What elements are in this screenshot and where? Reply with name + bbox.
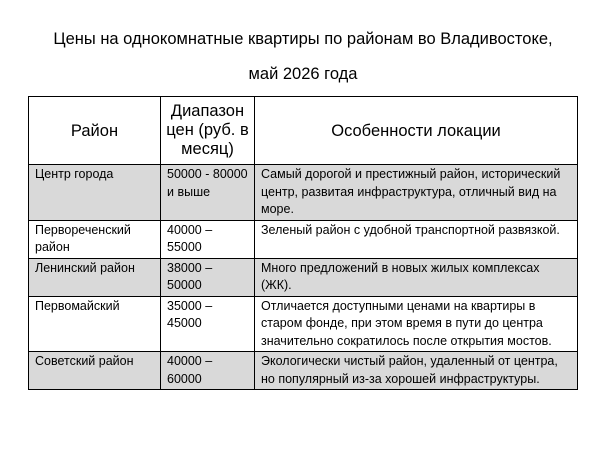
header-features: Особенности локации bbox=[255, 97, 578, 165]
header-price-range: Диапазон цен (руб. в месяц) bbox=[161, 97, 255, 165]
table-row bbox=[29, 296, 578, 352]
cell-district: Центр города bbox=[29, 165, 161, 221]
table-row bbox=[29, 352, 578, 390]
cell-features: Много предложений в новых жилых комплексах (ЖК). bbox=[255, 258, 578, 296]
table-header-row bbox=[29, 97, 578, 165]
price-table bbox=[28, 96, 578, 390]
cell-features: Зеленый район с удобной транспортной развязкой. bbox=[255, 220, 578, 258]
cell-district: Ленинский район bbox=[29, 258, 161, 296]
cell-district: Первореченский район bbox=[29, 220, 161, 258]
cell-district: Советский район bbox=[29, 352, 161, 390]
header-district: Район bbox=[29, 97, 161, 165]
table-row bbox=[29, 220, 578, 258]
cell-price-range: 40000 – 60000 bbox=[161, 352, 255, 390]
cell-features: Экологически чистый район, удаленный от центра, но популярный из-за хорошей инфраструктуры. bbox=[255, 352, 578, 390]
cell-price-range: 40000 – 55000 bbox=[161, 220, 255, 258]
cell-features: Самый дорогой и престижный район, исторический центр, развитая инфраструктура, отличный вид на море. bbox=[255, 165, 578, 221]
table-row bbox=[29, 258, 578, 296]
cell-price-range: 50000 - 80000 и выше bbox=[161, 165, 255, 221]
document-title-line-1: Цены на однокомнатные квартиры по районам во Владивостоке, bbox=[53, 30, 553, 48]
cell-features: Отличается доступными ценами на квартиры в старом фонде, при этом время в пути до центра значительно сократилось после открытия мостов. bbox=[255, 296, 578, 352]
cell-district: Первомайский bbox=[29, 296, 161, 352]
cell-price-range: 35000 – 45000 bbox=[161, 296, 255, 352]
document-title-line-2: май 2026 года bbox=[248, 65, 358, 83]
table-row bbox=[29, 165, 578, 221]
cell-price-range: 38000 – 50000 bbox=[161, 258, 255, 296]
